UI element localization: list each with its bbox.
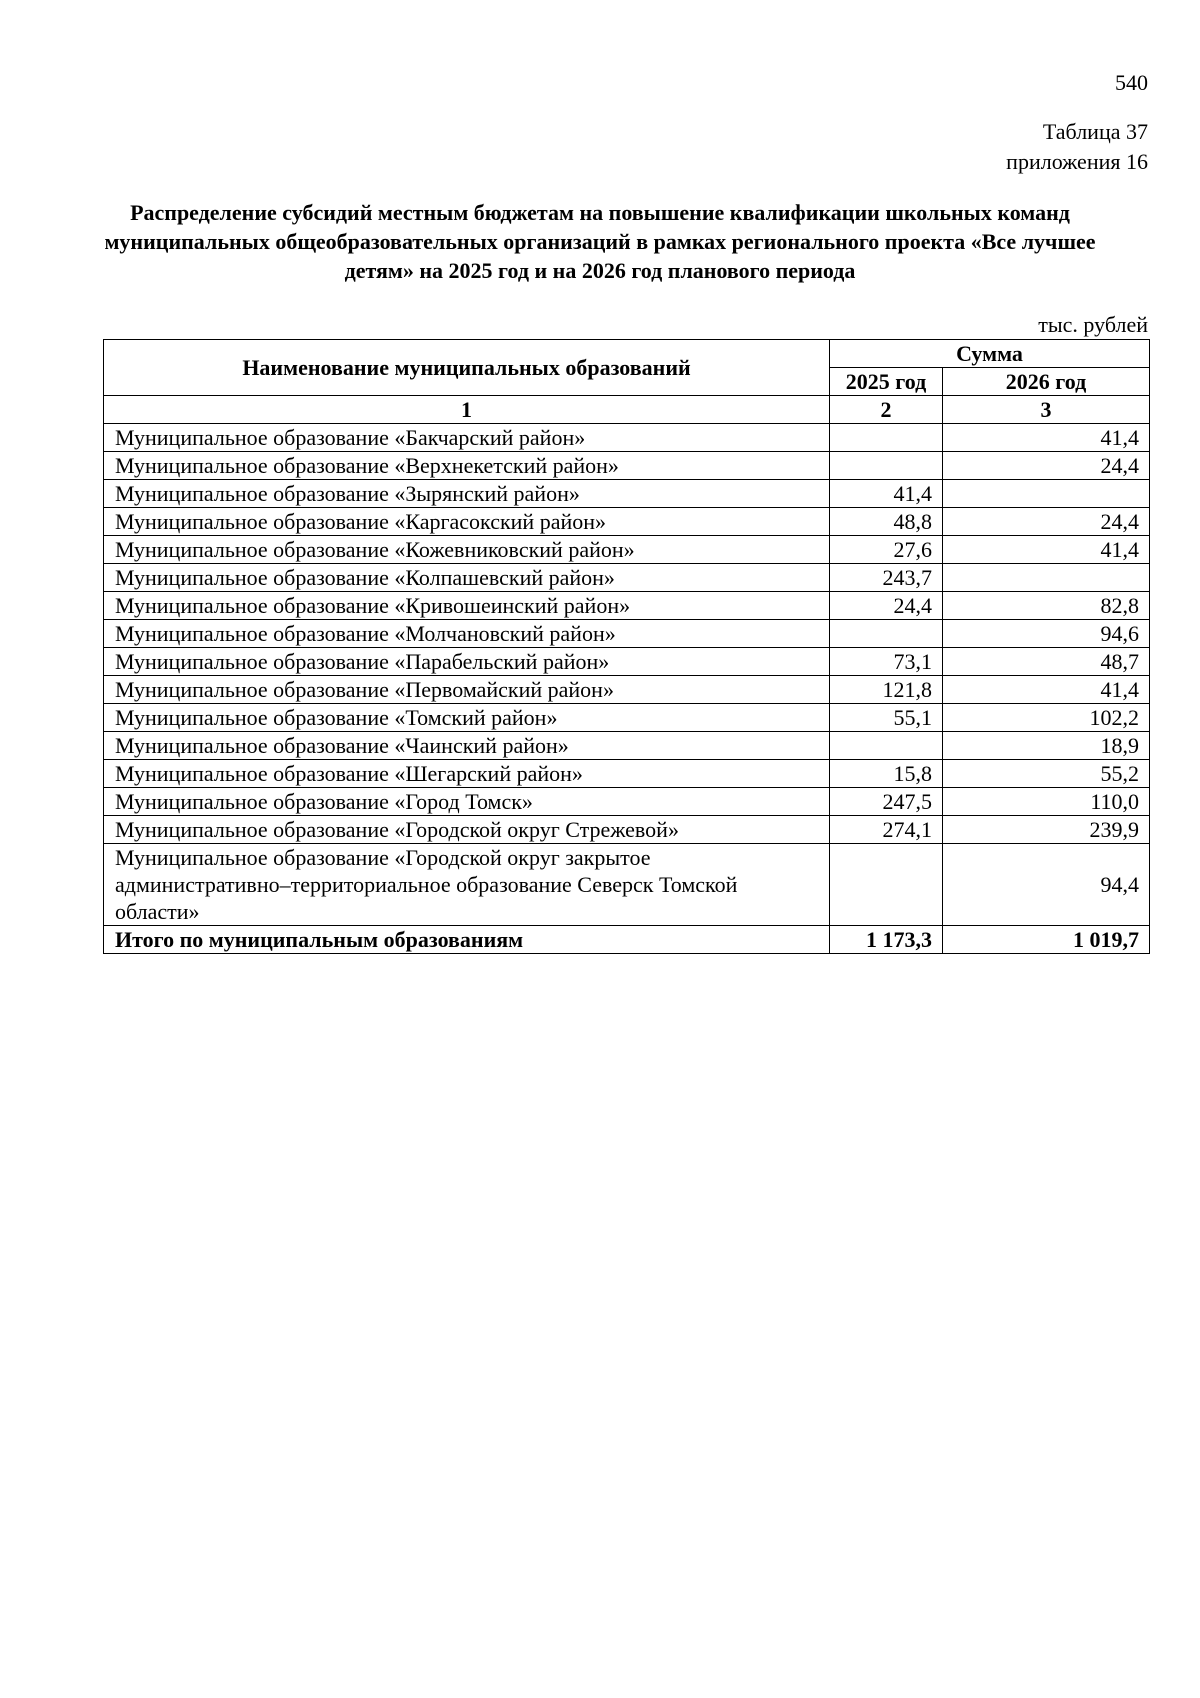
- table-row: [104, 704, 1150, 732]
- header-sum-column: Сумма: [830, 340, 1150, 368]
- table-row: [104, 564, 1150, 592]
- total-label: Итого по муниципальным образованиям: [104, 926, 830, 954]
- units-label: тыс. рублей: [1038, 312, 1148, 337]
- value-2026: 48,7: [943, 648, 1150, 676]
- value-2026: 18,9: [943, 732, 1150, 760]
- value-2025: 55,1: [830, 704, 943, 732]
- value-2025: [830, 844, 943, 926]
- municipality-name: Муниципальное образование «Верхнекетский район»: [104, 452, 830, 480]
- value-2026: 41,4: [943, 676, 1150, 704]
- total-row: [104, 926, 1150, 954]
- value-2026: [943, 480, 1150, 508]
- value-2025: 73,1: [830, 648, 943, 676]
- value-2025: 15,8: [830, 760, 943, 788]
- document-title: Распределение субсидий местным бюджетам на повышение квалификации школьных команд муниципальных общеобразовательных организаций в рамках регионального проекта «Все лучшее детям» на 2025 год и на 2026 год планового периода: [104, 200, 1096, 283]
- value-2026: 239,9: [943, 816, 1150, 844]
- municipality-name: Муниципальное образование «Городской округ Стрежевой»: [104, 816, 830, 844]
- value-2025: [830, 424, 943, 452]
- value-2025: 48,8: [830, 508, 943, 536]
- municipality-name: Муниципальное образование «Томский район»: [104, 704, 830, 732]
- municipality-name: Муниципальное образование «Молчановский район»: [104, 620, 830, 648]
- value-2025: 247,5: [830, 788, 943, 816]
- value-2025: 274,1: [830, 816, 943, 844]
- table-row: [104, 620, 1150, 648]
- table-row: [104, 788, 1150, 816]
- value-2025: 27,6: [830, 536, 943, 564]
- value-2025: [830, 732, 943, 760]
- value-2026: 94,4: [943, 844, 1150, 926]
- column-index-1: 1: [104, 396, 830, 424]
- municipality-name: Муниципальное образование «Городской округ закрытое административно–территориальное образование Северск Томской области»: [104, 844, 830, 926]
- value-2025: 41,4: [830, 480, 943, 508]
- municipality-name: Муниципальное образование «Зырянский район»: [104, 480, 830, 508]
- municipality-name: Муниципальное образование «Шегарский район»: [104, 760, 830, 788]
- value-2025: [830, 452, 943, 480]
- municipality-name: Муниципальное образование «Первомайский район»: [104, 676, 830, 704]
- value-2025: 243,7: [830, 564, 943, 592]
- page-number: 540: [1115, 70, 1148, 95]
- table-reference-number: Таблица 37: [1042, 119, 1148, 144]
- value-2026: 24,4: [943, 508, 1150, 536]
- total-2026: 1 019,7: [943, 926, 1150, 954]
- municipality-name: Муниципальное образование «Бакчарский район»: [104, 424, 830, 452]
- table-row: [104, 732, 1150, 760]
- header-year-2025: 2025 год: [830, 368, 943, 396]
- value-2026: 41,4: [943, 536, 1150, 564]
- municipality-name: Муниципальное образование «Парабельский район»: [104, 648, 830, 676]
- table-reference-appendix: приложения 16: [1006, 149, 1148, 174]
- municipality-name: Муниципальное образование «Чаинский район»: [104, 732, 830, 760]
- value-2026: [943, 564, 1150, 592]
- table-row: [104, 536, 1150, 564]
- table-row: [104, 676, 1150, 704]
- table-row: [104, 592, 1150, 620]
- value-2026: 102,2: [943, 704, 1150, 732]
- value-2025: [830, 620, 943, 648]
- table-row: [104, 424, 1150, 452]
- value-2025: 121,8: [830, 676, 943, 704]
- municipality-name: Муниципальное образование «Каргасокский район»: [104, 508, 830, 536]
- total-2025: 1 173,3: [830, 926, 943, 954]
- table-row: [104, 760, 1150, 788]
- municipality-name: Муниципальное образование «Город Томск»: [104, 788, 830, 816]
- municipality-name: Муниципальное образование «Кожевниковский район»: [104, 536, 830, 564]
- header-name-column: Наименование муниципальных образований: [104, 340, 830, 396]
- value-2026: 55,2: [943, 760, 1150, 788]
- value-2026: 82,8: [943, 592, 1150, 620]
- value-2026: 94,6: [943, 620, 1150, 648]
- table-row: [104, 844, 1150, 926]
- table-row: [104, 452, 1150, 480]
- value-2026: 24,4: [943, 452, 1150, 480]
- municipality-name: Муниципальное образование «Колпашевский район»: [104, 564, 830, 592]
- table-row: [104, 508, 1150, 536]
- column-index-2: 2: [830, 396, 943, 424]
- table-row: [104, 480, 1150, 508]
- value-2026: 110,0: [943, 788, 1150, 816]
- table-row: [104, 816, 1150, 844]
- column-index-3: 3: [943, 396, 1150, 424]
- table-row: [104, 648, 1150, 676]
- table-body: [104, 424, 1150, 926]
- value-2026: 41,4: [943, 424, 1150, 452]
- subsidy-table: [103, 339, 1150, 954]
- municipality-name: Муниципальное образование «Кривошеинский район»: [104, 592, 830, 620]
- header-year-2026: 2026 год: [943, 368, 1150, 396]
- table-reference: [1006, 117, 1148, 177]
- value-2025: 24,4: [830, 592, 943, 620]
